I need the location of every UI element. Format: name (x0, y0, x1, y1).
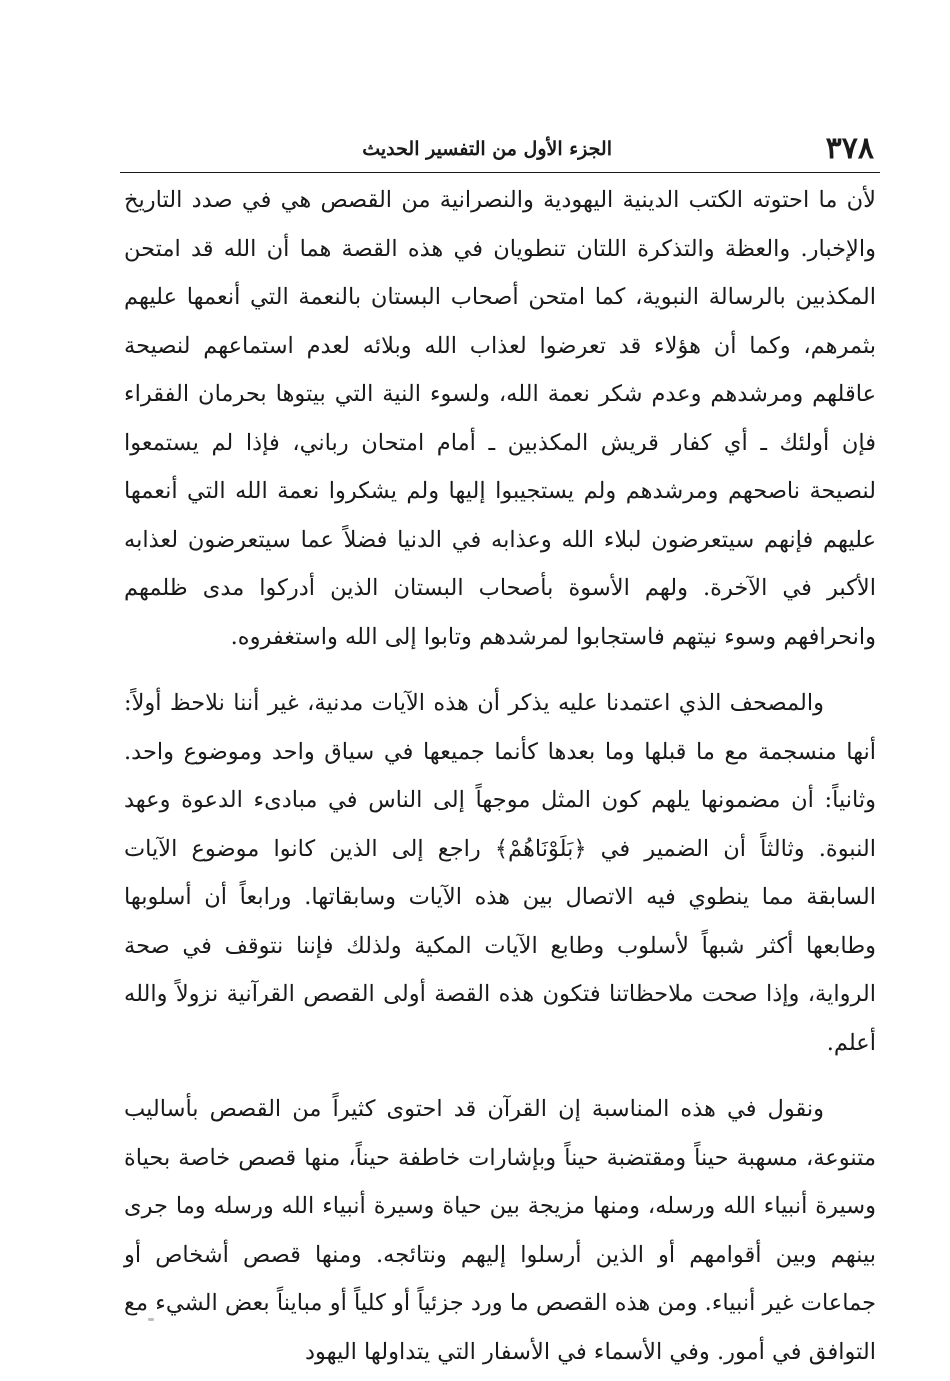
page-header (120, 130, 880, 173)
paragraph-1 (124, 176, 876, 661)
running-title: الجزء الأول من التفسير الحديث (362, 138, 612, 160)
body-text (124, 176, 876, 1376)
page-number: ٣٧٨ (825, 131, 874, 166)
paragraph-2-text: والمصحف الذي اعتمدنا عليه يذكر أن هذه الآيات مدنية، غير أننا نلاحظ أولاً: أنها منسجمة مع ما قبلها وما بعدها كأنما جميعها في سياق واحد وموضوع واحد. وثانياً: أن مضمونها يلهم كون المثل موجهاً إلى الناس في مبادىء الدعوة وعهد النبوة. وثالثاً أن الضمير في ﴿بَلَوْنَاهُمْ﴾ راجع إلى الذين كانوا موضوع الآيات السابقة مما ينطوي فيه الاتصال بين هذه الآيات وسابقاتها. ورابعاً أن أسلوبها وطابعها أكثر شبهاً لأسلوب وطابع الآيات المكية ولذلك فإننا نتوقف في صحة الرواية، وإذا صحت ملاحظاتنا فتكون هذه القصة أولى القصص القرآنية نزولاً والله أعلم. (124, 690, 876, 1056)
paragraph-3 (124, 1085, 876, 1376)
paragraph-3-text: ونقول في هذه المناسبة إن القرآن قد احتوى كثيراً من القصص بأساليب متنوعة، مسهبة حيناً ومقتضبة حيناً وبإشارات خاطفة حيناً، منها قصص خاصة بحياة وسيرة أنبياء الله ورسله، ومنها مزيجة بين حياة وسيرة أنبياء الله ورسله وما جرى بينهم وبين أقوامهم أو الذين أرسلوا إليهم ونتائجه. ومنها قصص أشخاص أو جماعات غير أنبياء. ومن هذه القصص ما ورد جزئياً أو كلياً أو مبايناً بعض الشيء مع التوافق في أمور. وفي الأسماء في الأسفار التي يتداولها اليهود (124, 1096, 876, 1365)
paragraph-1-text: لأن ما احتوته الكتب الدينية اليهودية والنصرانية من القصص هي في صدد التاريخ والإخبار. والعظة والتذكرة اللتان تنطويان في هذه القصة هما أن الله قد امتحن المكذبين بالرسالة النبوية، كما امتحن أصحاب البستان بالنعمة التي أنعمها عليهم بثمرهم، وكما أن هؤلاء قد تعرضوا لعذاب الله وبلائه لعدم استماعهم لنصيحة عاقلهم ومرشدهم وعدم شكر نعمة الله، ولسوء النية التي بيتوها بحرمان الفقراء فإن أولئك ـ أي كفار قريش المكذبين ـ أمام امتحان رباني، فإذا لم يستمعوا لنصيحة ناصحهم ومرشدهم ولم يستجيبوا إليها ولم يشكروا نعمة الله التي أنعمها عليهم فإنهم سيتعرضون لبلاء الله وعذابه في الدنيا فضلاً عما سيتعرضون لعذابه الأكبر في الآخرة. ولهم الأسوة بأصحاب البستان الذين أدركوا مدى ظلمهم وانحرافهم وسوء نيتهم فاستجابوا لمرشدهم وتابوا إلى الله واستغفروه. (124, 187, 876, 650)
scan-speck (148, 1318, 154, 1321)
paragraph-2 (124, 679, 876, 1067)
